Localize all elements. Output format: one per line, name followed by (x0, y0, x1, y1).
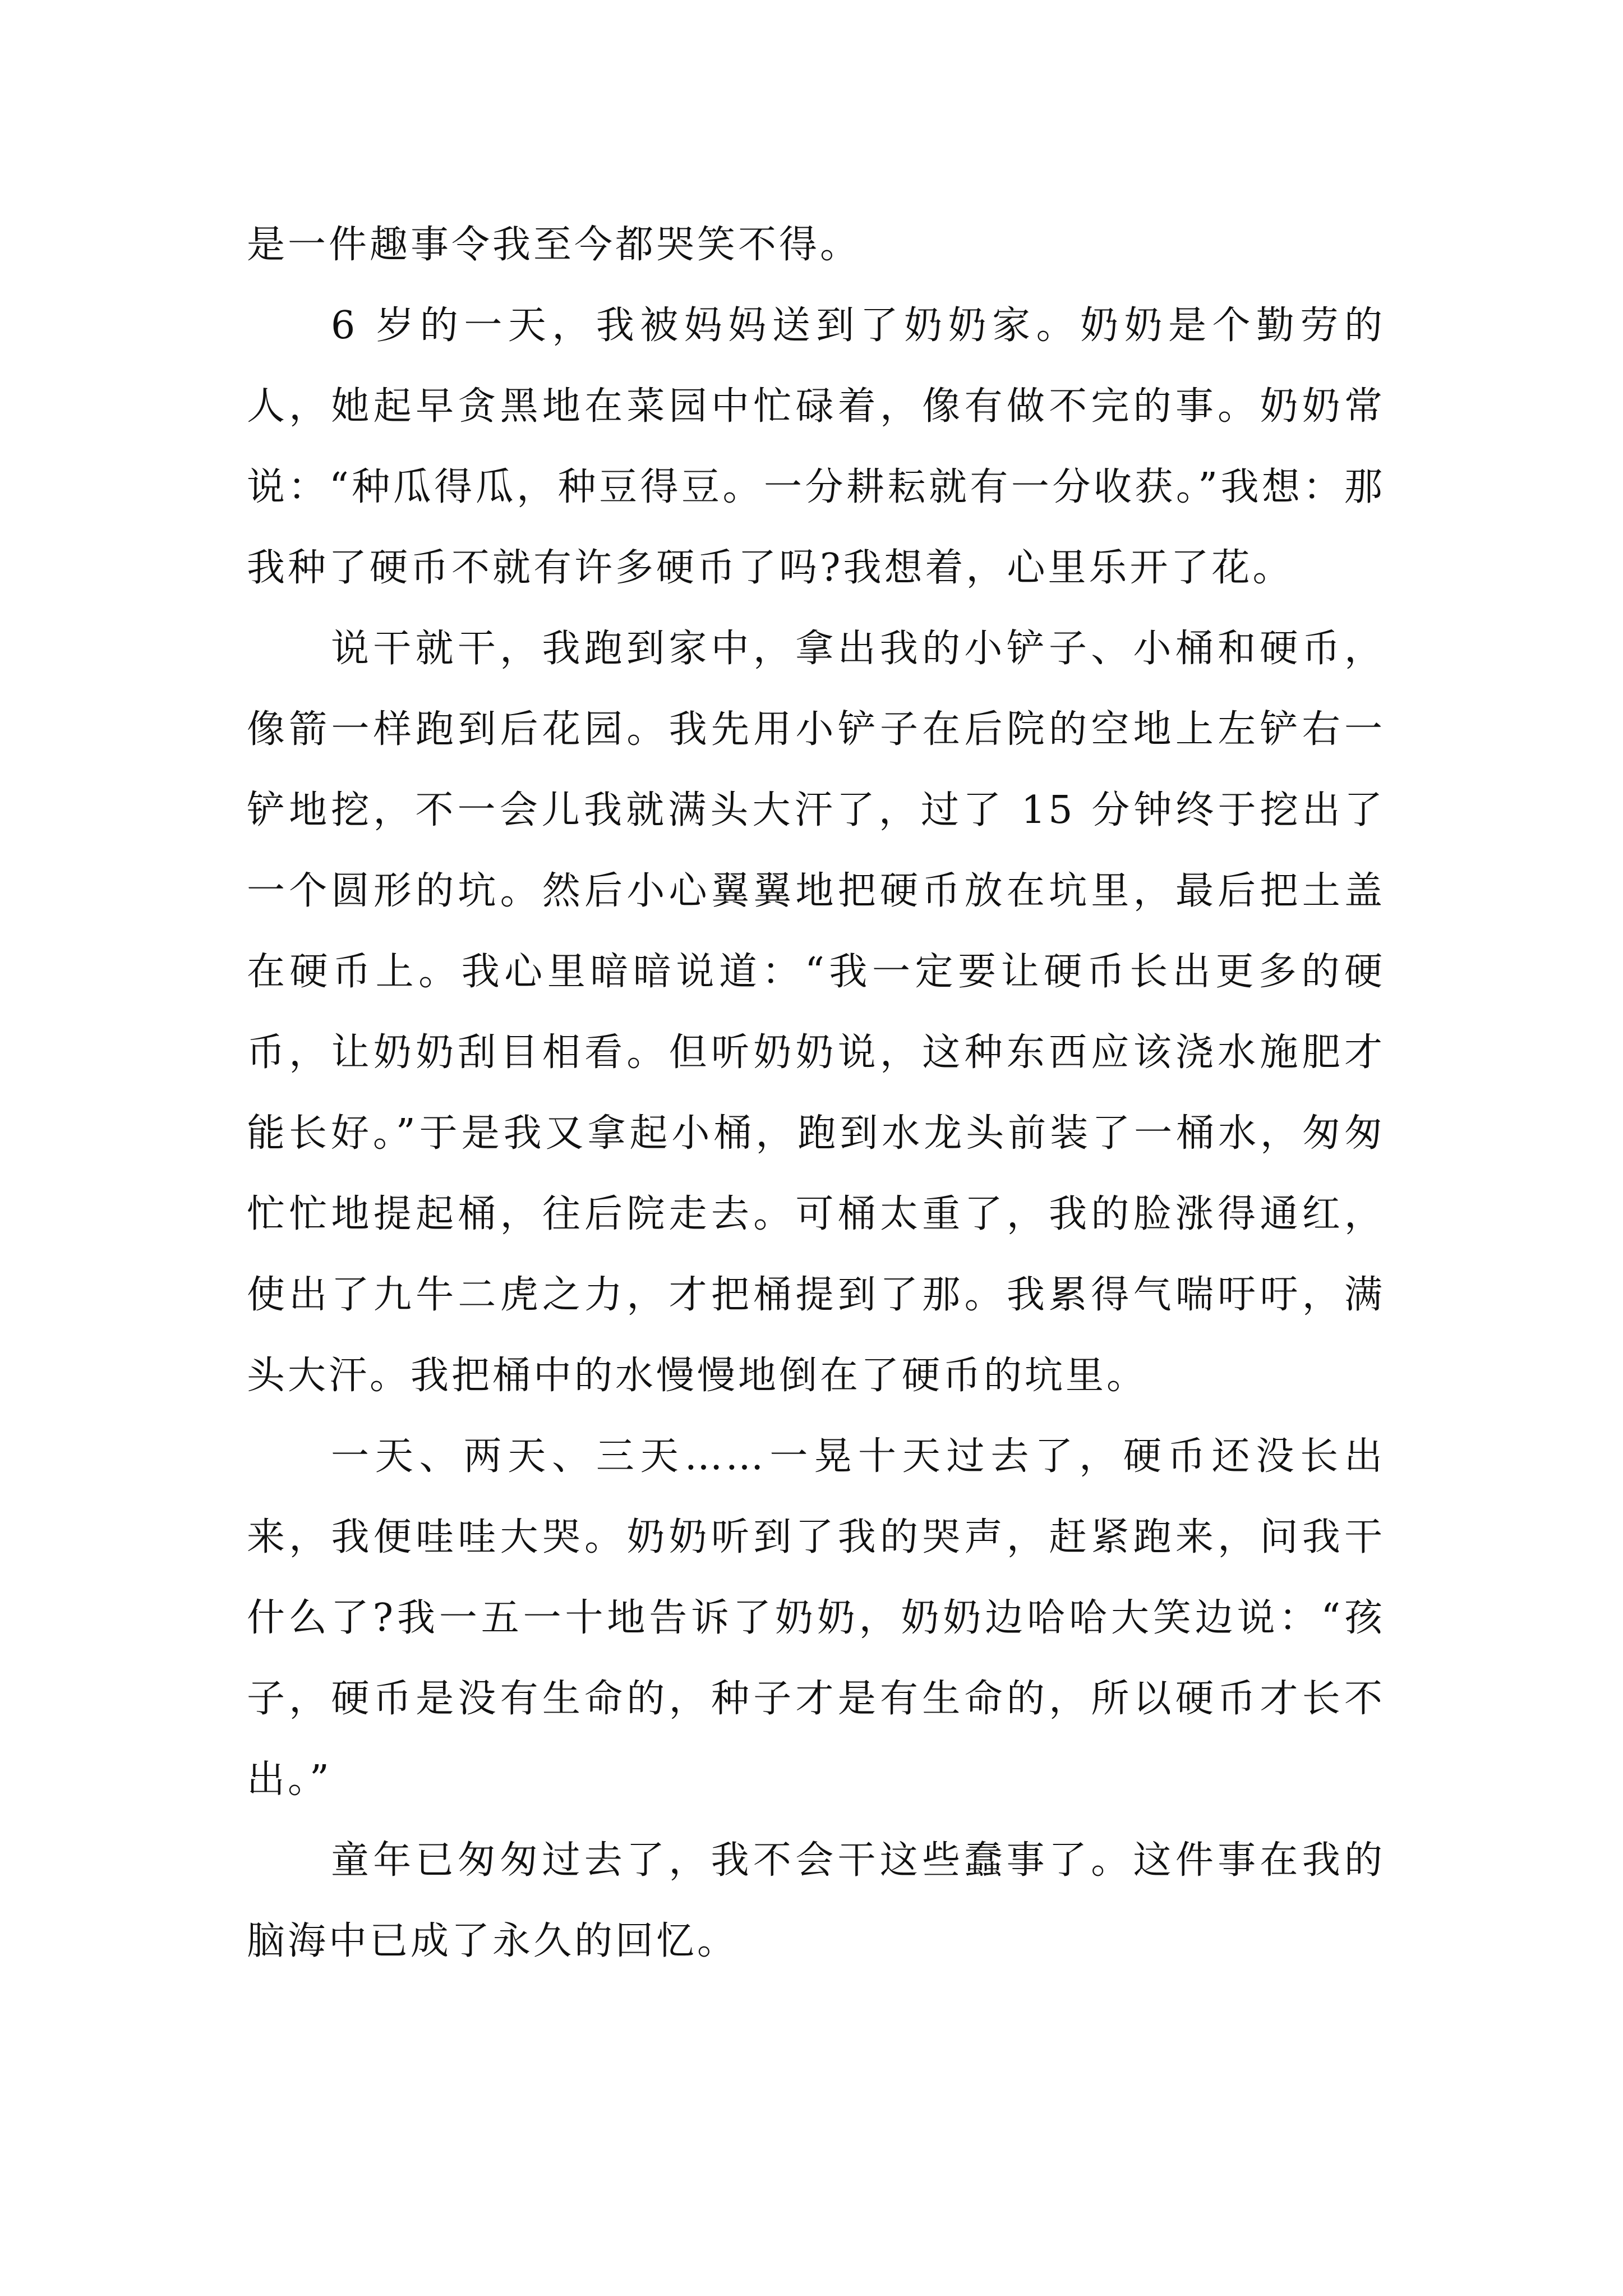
paragraph: 一天、两天、三天……一晃十天过去了，硬币还没长出来，我便哇哇大哭。奶奶听到了我的哭声，赶紧跑来，问我干什么了?我一五一十地告诉了奶奶，奶奶边哈哈大笑边说：“孩子，硬币是没有生命的，种子才是有生命的，所以硬币才长不出。” (247, 1434, 1385, 1802)
paragraph: 是一件趣事令我至今都哭笑不得。 (247, 223, 861, 267)
paragraph: 6 岁的一天，我被妈妈送到了奶奶家。奶奶是个勤劳的人，她起早贪黑地在菜园中忙碌着，像有做不完的事。奶奶常说：“种瓜得瓜，种豆得豆。一分耕耘就有一分收获。”我想：那我种了硬币不就有许多硬币了吗?我想着，心里乐开了花。 (247, 303, 1385, 590)
paragraph: 童年已匆匆过去了，我不会干这些蠢事了。这件事在我的脑海中已成了永久的回忆。 (247, 1838, 1385, 1963)
paragraph: 说干就干，我跑到家中，拿出我的小铲子、小桶和硬币，像箭一样跑到后花园。我先用小铲子在后院的空地上左铲右一铲地挖，不一会儿我就满头大汗了，过了 15 分钟终于挖出了一个圆形的坑。然后小心翼翼地把硬币放在坑里，最后把土盖在硬币上。我心里暗暗说道：“我一定要让硬币长出更多的硬币，让奶奶刮目相看。但听奶奶说，这种东西应该浇水施肥才能长好。”于是我又拿起小桶，跑到水龙头前装了一桶水，匆匆忙忙地提起桶，往后院走去。可桶太重了，我的脸涨得通红，使出了九牛二虎之力，才把桶提到了那。我累得气喘吁吁，满头大汗。我把桶中的水慢慢地倒在了硬币的坑里。 (247, 627, 1386, 1398)
body-text (247, 205, 1385, 1982)
